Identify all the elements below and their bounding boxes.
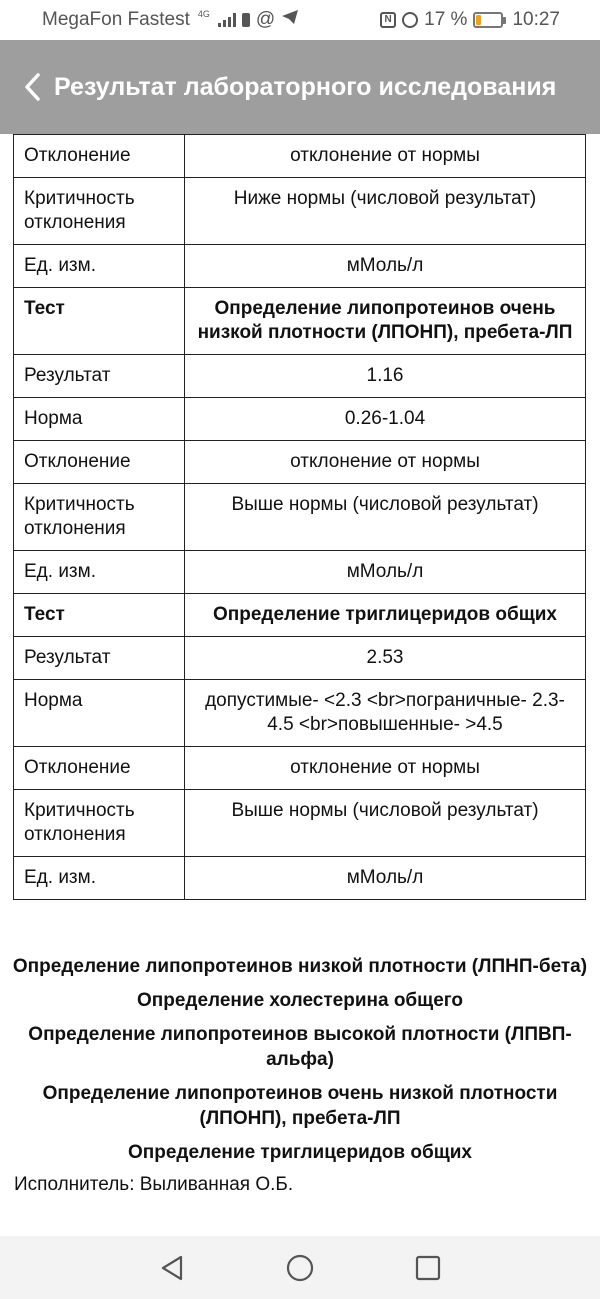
table-row xyxy=(14,245,586,288)
row-label: Критичность отклонения xyxy=(14,484,185,551)
status-left xyxy=(42,9,299,31)
triangle-back-icon[interactable] xyxy=(152,1248,192,1288)
chevron-left-icon[interactable] xyxy=(8,40,56,134)
test-row xyxy=(14,288,586,355)
table-row xyxy=(14,135,586,178)
row-value: 2.53 xyxy=(185,637,586,680)
table-row xyxy=(14,747,586,790)
results-table-body xyxy=(14,135,586,900)
row-value: 0.26-1.04 xyxy=(185,398,586,441)
table-row xyxy=(14,680,586,747)
row-label: Результат xyxy=(14,637,185,680)
row-value: мМоль/л xyxy=(185,857,586,900)
results-content[interactable] xyxy=(0,134,600,1236)
summary-list xyxy=(0,954,600,1165)
system-nav-bar xyxy=(0,1236,600,1299)
row-label: Критичность отклонения xyxy=(14,178,185,245)
row-value: Определение липопротеинов очень низкой плотности (ЛПОНП), пребета-ЛП xyxy=(185,288,586,355)
signal-icon xyxy=(218,13,236,27)
table-row xyxy=(14,551,586,594)
row-label: Тест xyxy=(14,594,185,637)
row-value: допустимые- <2.3 <br>пограничные- 2.3-4.5 <br>повышенные- >4.5 xyxy=(185,680,586,747)
notification-battery-icon xyxy=(242,13,250,27)
table-row xyxy=(14,441,586,484)
app-bar xyxy=(0,40,600,134)
table-row xyxy=(14,398,586,441)
test-row xyxy=(14,594,586,637)
row-label: Ед. изм. xyxy=(14,245,185,288)
table-row xyxy=(14,637,586,680)
row-label: Ед. изм. xyxy=(14,857,185,900)
status-right xyxy=(380,9,560,31)
clock: 10:27 xyxy=(512,9,560,30)
row-value: Ниже нормы (числовой результат) xyxy=(185,178,586,245)
table-row xyxy=(14,178,586,245)
summary-item: Определение липопротеинов очень низкой плотности (ЛПОНП), пребета-ЛП xyxy=(42,1083,558,1129)
results-table xyxy=(13,134,586,900)
square-recents-icon[interactable] xyxy=(408,1248,448,1288)
alarm-icon xyxy=(402,12,418,28)
page-title: Результат лабораторного исследования xyxy=(54,72,557,101)
network-type: 4G xyxy=(197,9,210,19)
summary-section xyxy=(0,954,600,1196)
row-value: мМоль/л xyxy=(185,245,586,288)
battery-percent: 17 % xyxy=(424,9,468,30)
row-value: Выше нормы (числовой результат) xyxy=(185,484,586,551)
table-row xyxy=(14,790,586,857)
row-label: Тест xyxy=(14,288,185,355)
carrier-name: MegaFon Fastest xyxy=(42,9,190,30)
row-value: отклонение от нормы xyxy=(185,747,586,790)
telegram-icon xyxy=(281,9,299,31)
at-icon: @ xyxy=(255,9,276,30)
table-row xyxy=(14,857,586,900)
summary-item: Определение триглицеридов общих xyxy=(127,1142,472,1163)
nfc-icon: N xyxy=(380,12,396,28)
row-value: 1.16 xyxy=(185,355,586,398)
row-value: отклонение от нормы xyxy=(185,135,586,178)
summary-item: Определение липопротеинов низкой плотности (ЛПНП-бета) xyxy=(12,956,588,977)
row-label: Результат xyxy=(14,355,185,398)
row-value: мМоль/л xyxy=(185,551,586,594)
circle-home-icon[interactable] xyxy=(280,1248,320,1288)
row-label: Отклонение xyxy=(14,747,185,790)
row-label: Ед. изм. xyxy=(14,551,185,594)
summary-item: Определение липопротеинов высокой плотности (ЛПВП-альфа) xyxy=(28,1024,572,1070)
summary-item: Определение холестерина общего xyxy=(136,990,464,1011)
row-label: Отклонение xyxy=(14,441,185,484)
battery-icon xyxy=(473,12,506,28)
row-label: Отклонение xyxy=(14,135,185,178)
row-value: Определение триглицеридов общих xyxy=(185,594,586,637)
executor-text: Исполнитель: Выливанная О.Б. xyxy=(14,1174,294,1195)
table-row xyxy=(14,355,586,398)
row-label: Критичность отклонения xyxy=(14,790,185,857)
table-row xyxy=(14,484,586,551)
row-value: Выше нормы (числовой результат) xyxy=(185,790,586,857)
status-bar xyxy=(0,0,600,40)
row-value: отклонение от нормы xyxy=(185,441,586,484)
row-label: Норма xyxy=(14,680,185,747)
row-label: Норма xyxy=(14,398,185,441)
